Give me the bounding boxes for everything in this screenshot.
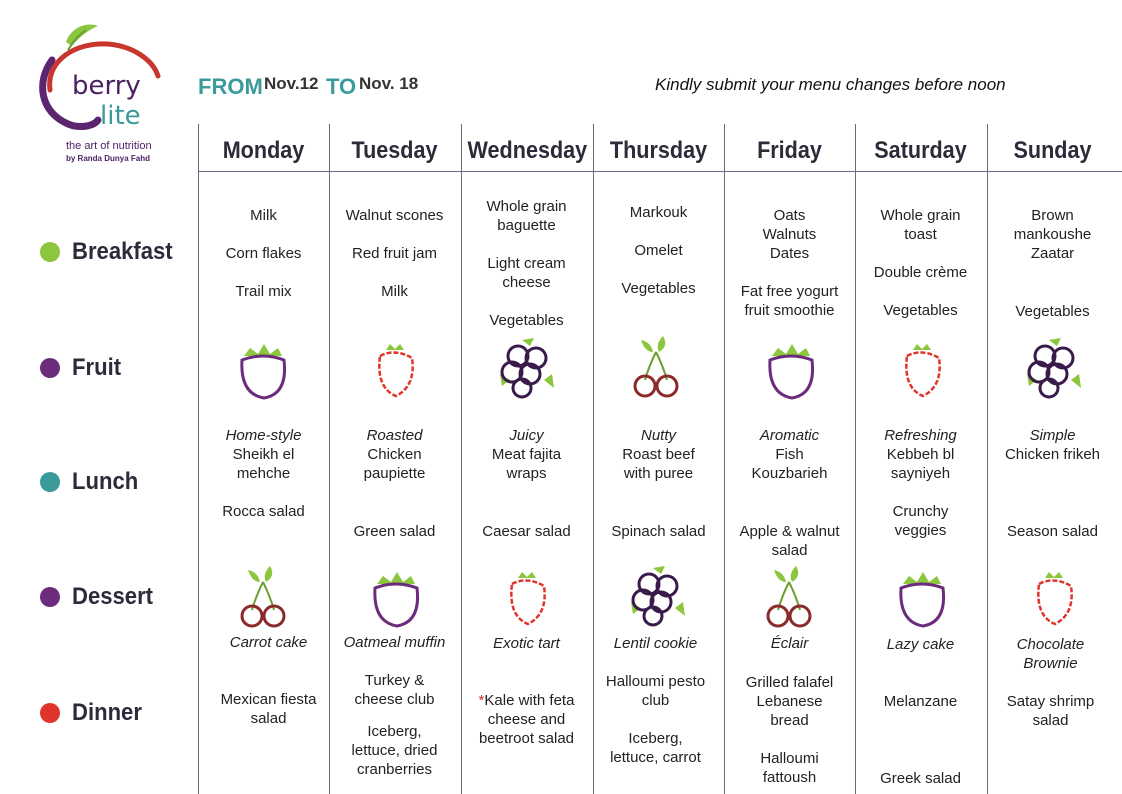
lunch-dot xyxy=(40,472,60,492)
header-divider xyxy=(198,171,1122,172)
raspberry-icon xyxy=(360,336,430,406)
to-label: TO xyxy=(326,74,357,99)
dessert-cell-sunday: Chocolate Brownie xyxy=(1016,636,1085,672)
meal-label: Dessert xyxy=(72,583,154,610)
dinner-dot xyxy=(40,703,60,723)
dinner-cell-monday: Mexican fiesta salad xyxy=(220,691,317,727)
cherry-icon xyxy=(623,332,693,402)
meal-label: Dinner xyxy=(72,699,142,726)
dinner-cell-saturday: Melanzane Greek salad xyxy=(880,693,961,787)
breakfast-cell-wednesday: Whole grain baguette Light cream cheese Vegetables xyxy=(486,198,567,329)
submission-note: Kindly submit your menu changes before noon xyxy=(655,75,1006,94)
from-label: FROM xyxy=(198,74,263,99)
meal-row-dinner xyxy=(40,699,148,727)
breakfast-cell-monday: Milk Corn flakes Trail mix xyxy=(225,207,302,300)
meal-row-fruit xyxy=(40,354,125,382)
day-header-thursday: Thursday xyxy=(609,137,708,164)
day-header-wednesday: Wednesday xyxy=(467,137,588,164)
dessert-dot xyxy=(40,587,60,607)
raspberry-icon xyxy=(887,336,957,406)
svg-text:berry: berry xyxy=(72,71,141,101)
dinner-cell-sunday: Satay shrimp salad xyxy=(1006,693,1095,729)
lunch-cell-wednesday: Juicy Meat fajita wraps Caesar salad xyxy=(482,427,571,540)
blueberries-icon xyxy=(623,562,693,632)
dessert-cell-tuesday: Oatmeal muffin xyxy=(343,634,446,651)
meal-label: Fruit xyxy=(72,354,122,381)
dinner-cell-tuesday: Turkey & cheese club Iceberg, lettuce, dried cranberries xyxy=(351,672,438,778)
cherry-icon xyxy=(230,562,300,632)
raspberry-icon xyxy=(1019,564,1089,634)
dessert-cell-friday: Éclair xyxy=(770,635,809,652)
dinner-cell-wednesday: *Kale with feta cheese and beetroot salad xyxy=(478,692,575,747)
blueberries-icon xyxy=(1019,334,1089,404)
day-header-friday: Friday xyxy=(757,137,822,164)
breakfast-cell-friday: Oats Walnuts Dates Fat free yogurt fruit smoothie xyxy=(740,207,839,319)
blueberries-icon xyxy=(492,334,562,404)
lunch-cell-tuesday: Roasted Chicken paupiette Green salad xyxy=(353,427,436,540)
lunch-cell-sunday: Simple Chicken frikeh Season salad xyxy=(1004,427,1101,540)
meal-row-lunch xyxy=(40,468,144,496)
from-date: Nov.12 xyxy=(264,74,319,93)
to-date: Nov. 18 xyxy=(359,74,419,93)
breakfast-cell-thursday: Markouk Omelet Vegetables xyxy=(621,204,696,297)
brand-tagline: the art of nutrition xyxy=(66,140,152,152)
day-header-monday: Monday xyxy=(222,137,305,164)
plum-icon xyxy=(361,564,431,634)
meal-row-breakfast xyxy=(40,238,181,266)
plum-icon xyxy=(887,564,957,634)
dinner-cell-thursday: Halloumi pesto club Iceberg, lettuce, carrot xyxy=(605,673,706,766)
day-header-tuesday: Tuesday xyxy=(351,137,438,164)
plum-icon xyxy=(228,336,298,406)
day-header-sunday: Sunday xyxy=(1013,137,1092,164)
lunch-cell-friday: Aromatic Fish Kouzbarieh Apple & walnut salad xyxy=(739,427,840,559)
brand-byline: by Randa Dunya Fahd xyxy=(66,154,151,163)
meal-label: Breakfast xyxy=(72,238,173,265)
day-header-saturday: Saturday xyxy=(874,137,967,164)
breakfast-cell-saturday: Whole grain toast Double crème Vegetables xyxy=(873,207,968,319)
meal-label: Lunch xyxy=(72,468,139,495)
breakfast-cell-tuesday: Walnut scones Red fruit jam Milk xyxy=(345,207,444,300)
lunch-cell-thursday: Nutty Roast beef with puree Spinach salad xyxy=(611,427,706,540)
dessert-cell-saturday: Lazy cake xyxy=(886,636,955,653)
meal-row-dessert xyxy=(40,583,160,611)
breakfast-dot xyxy=(40,242,60,262)
fruit-dot xyxy=(40,358,60,378)
dessert-cell-wednesday: Exotic tart xyxy=(493,635,560,652)
dinner-cell-friday: Grilled falafel Lebanese bread Halloumi fattoush xyxy=(745,674,834,786)
lunch-cell-saturday: Refreshing Kebbeh bl sayniyeh Crunchy veggies xyxy=(884,427,957,539)
plum-icon xyxy=(756,336,826,406)
dessert-cell-monday: Carrot cake xyxy=(229,634,308,651)
cherry-icon xyxy=(756,562,826,632)
breakfast-cell-sunday: Brown mankoushe Zaatar Vegetables xyxy=(1013,207,1092,320)
dessert-cell-thursday: Lentil cookie xyxy=(613,635,698,652)
raspberry-icon xyxy=(492,564,562,634)
svg-text:lite: lite xyxy=(100,101,141,131)
lunch-cell-monday: Home-style Sheikh el mehche Rocca salad xyxy=(222,427,305,520)
